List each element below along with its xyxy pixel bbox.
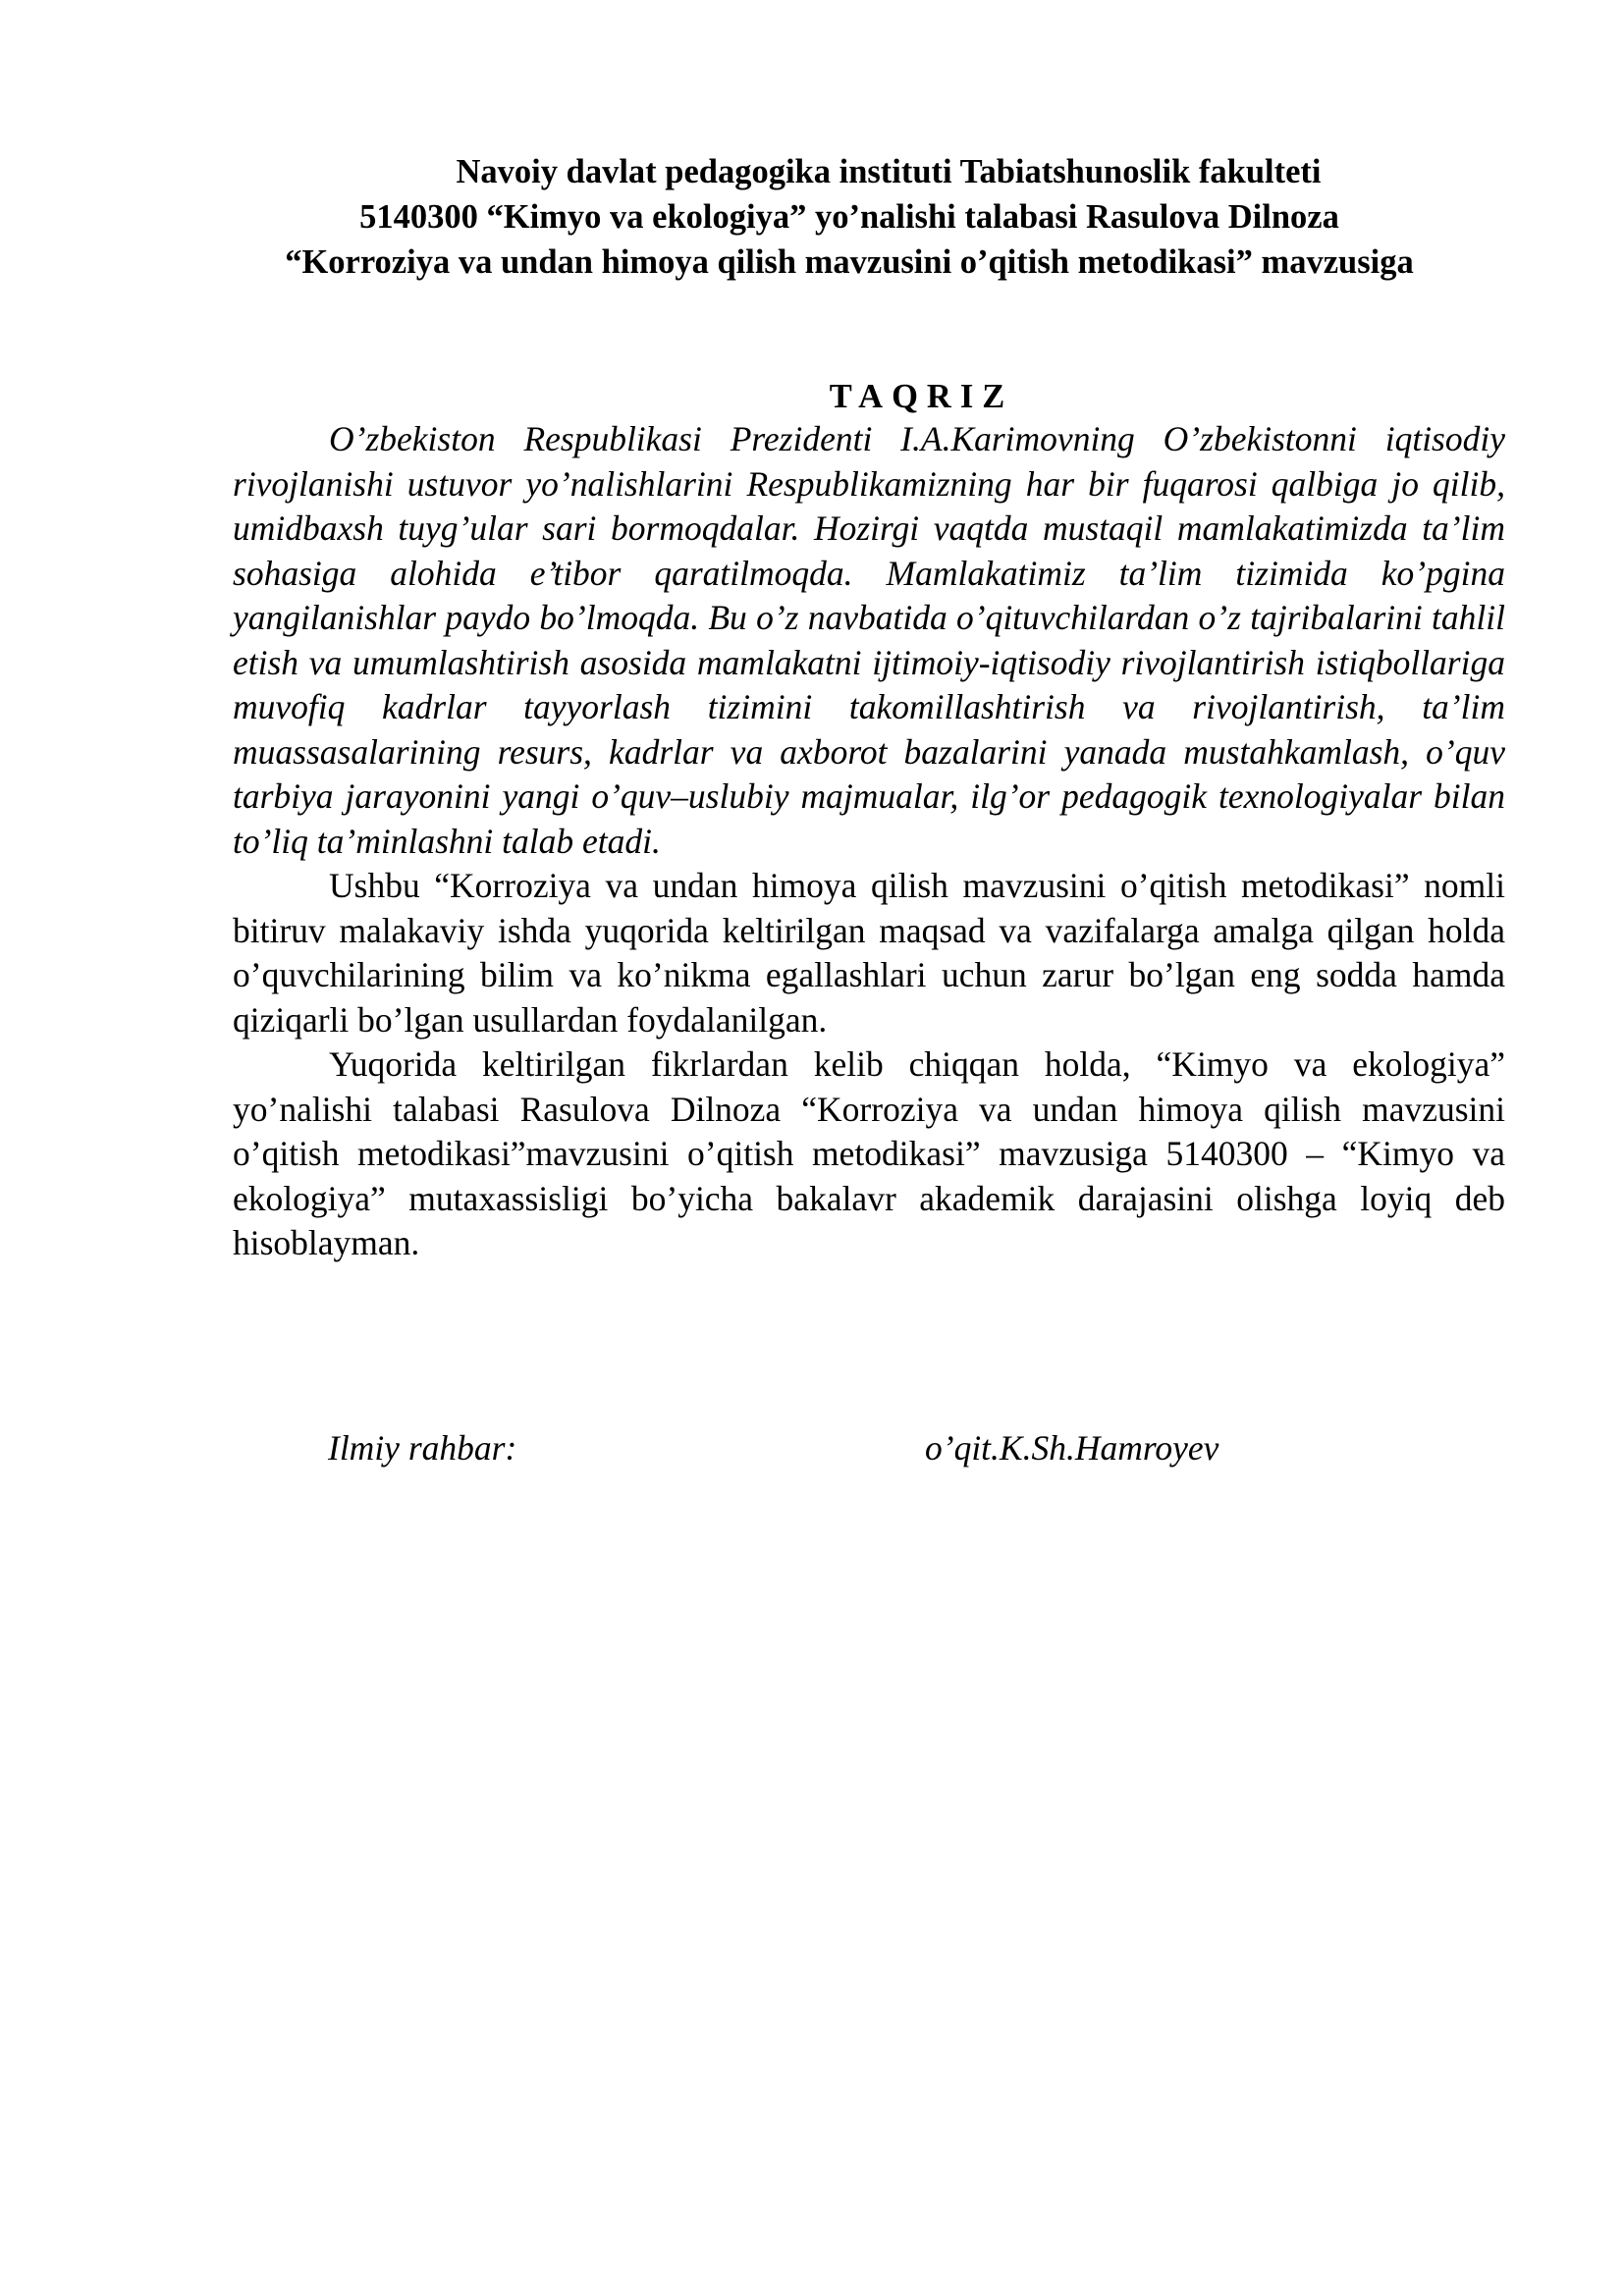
- document-header: [196, 149, 1502, 285]
- document-body: [233, 417, 1505, 1266]
- signature-role: Ilmiy rahbar:: [328, 1428, 517, 1468]
- document-title: TAQRIZ: [829, 378, 1014, 415]
- header-institution: Navoiy davlat pedagogika instituti Tabiatshunoslik fakulteti: [456, 153, 1322, 190]
- signature-name: o’qit.K.Sh.Hamroyev: [925, 1428, 1219, 1468]
- header-student: 5140300 “Kimyo va ekologiya” yo’nalishi talabasi Rasulova Dilnoza: [359, 198, 1339, 236]
- paragraph-intro: O’zbekiston Respublikasi Prezidenti I.A.Karimovning O’zbekistonni iqtisodiy rivojlanishi ustuvor yo’nalishlarini Respublikamizning har bir fuqarosi qalbiga jo qilib, umidbaxsh tuyg’ular sari bormoqdalar. Hozirgi vaqtda mustaqil mamlakatimizda ta’lim sohasiga alohida e’tibor qaratilmoqda. Mamlakatimiz ta’lim tizimida ko’pgina yangilanishlar paydo bo’lmoqda. Bu o’z navbatida o’qituvchilardan o’z tajribalarini tahlil etish va umumlashtirish asosida mamlakatni ijtimoiy-iqtisodiy rivojlantirish istiqbollariga muvofiq kadrlar tayyorlash tizimini takomillashtirish va rivojlantirish, ta’lim muassasalarining resurs, kadrlar va axborot bazalarini yanada mustahkamlash, o’quv tarbiya jarayonini yangi o’quv–uslubiy majmualar, ilg’or pedagogik texnologiyalar bilan to’liq ta’minlashni talab etadi.: [233, 419, 1505, 861]
- paragraph-conclusion: Yuqorida keltirilgan fikrlardan kelib chiqqan holda, “Kimyo va ekologiya” yo’nalishi talabasi Rasulova Dilnoza “Korroziya va undan himoya qilish mavzusini o’qitish metodikasi”mavzusini o’qitish metodikasi” mavzusiga 5140300 – “Kimyo va ekologiya” mutaxassisligi bo’yicha bakalavr akademik darajasini olishga loyiq deb hisoblayman.: [233, 1044, 1505, 1262]
- paragraph-work: Ushbu “Korroziya va undan himoya qilish mavzusini o’qitish metodikasi” nomli bitiruv malakaviy ishda yuqorida keltirilgan maqsad va vazifalarga amalga qilgan holda o’quvchilarining bilim va ko’nikma egallashlari uchun zarur bo’lgan eng sodda hamda qiziqarli bo’lgan usullardan foydalanilgan.: [233, 866, 1505, 1040]
- header-topic: “Korroziya va undan himoya qilish mavzusini o’qitish metodikasi” mavzusiga: [285, 243, 1414, 281]
